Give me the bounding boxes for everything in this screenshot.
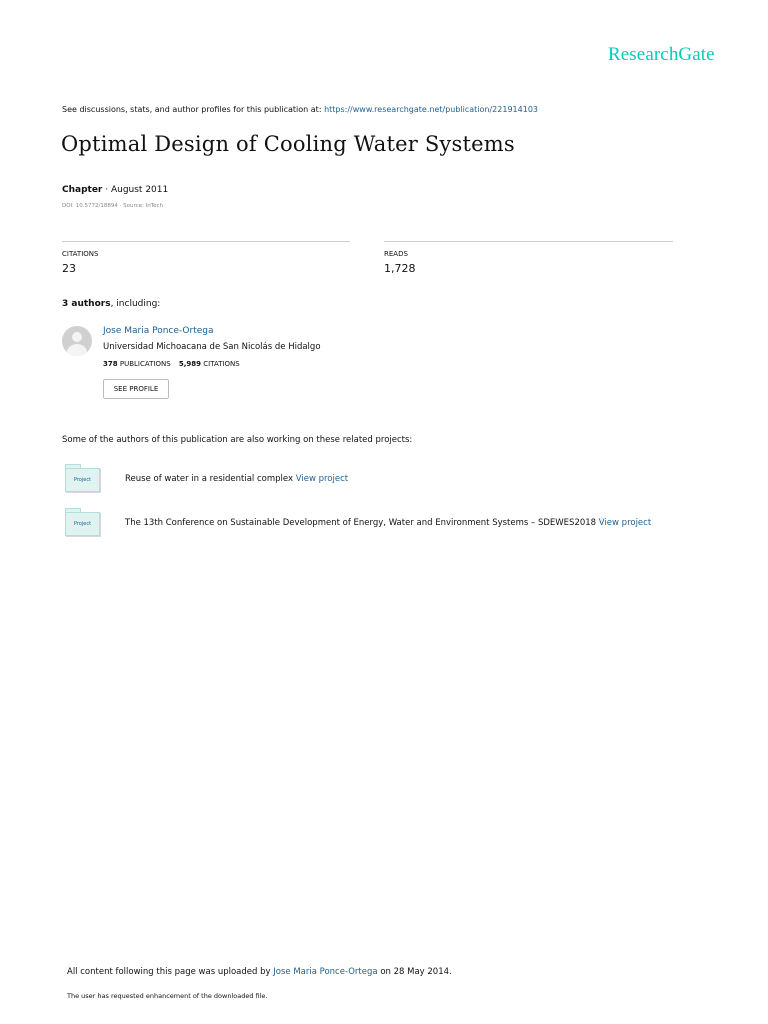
avatar-shoulders: [67, 344, 87, 356]
researchgate-logo[interactable]: ResearchGate: [608, 44, 715, 65]
related-projects-heading: Some of the authors of this publication are also working on these related projects:: [62, 435, 413, 445]
view-project-link[interactable]: View project: [598, 518, 652, 528]
upload-info: [67, 967, 452, 977]
see-profile-button[interactable]: SEE PROFILE: [103, 379, 169, 399]
publication-type: Chapter: [62, 185, 103, 195]
project-folder-icon[interactable]: [64, 508, 100, 536]
avatar-head: [72, 332, 82, 342]
reads-value: 1,728: [384, 262, 416, 275]
author-institution: Universidad Michoacana de San Nicolás de Hidalgo: [103, 342, 321, 352]
upload-suffix: on 28 May 2014.: [380, 967, 452, 977]
reads-stat: [384, 241, 673, 275]
authors-heading: [62, 299, 160, 309]
project-description: [125, 474, 348, 484]
view-project-link[interactable]: View project: [295, 474, 349, 484]
publication-meta: [62, 185, 168, 195]
authors-heading-rest: , including:: [110, 299, 161, 309]
project-description: [125, 518, 651, 528]
citations-value: 23: [62, 262, 76, 275]
avatar-icon[interactable]: [62, 326, 92, 356]
reads-label: READS: [384, 250, 408, 258]
see-discussions-text: See discussions, stats, and author profiles for this publication at:: [62, 105, 322, 114]
author-citations-label: CITATIONS: [203, 360, 240, 368]
project-title: The 13th Conference on Sustainable Development of Energy, Water and Environment Systems – SDEWES2018: [125, 518, 597, 528]
upload-prefix: All content following this page was uploaded by: [67, 967, 271, 977]
enhancement-note: The user has requested enhancement of the downloaded file.: [67, 992, 268, 1000]
author-publications-label: PUBLICATIONS: [119, 360, 171, 368]
project-title: Reuse of water in a residential complex: [125, 474, 294, 484]
citations-stat: [62, 241, 350, 275]
project-folder-icon[interactable]: [64, 464, 100, 492]
author-stats: [103, 360, 240, 368]
author-citations-count: 5,989: [178, 360, 202, 368]
publication-url-link[interactable]: https://www.researchgate.net/publication/221914103: [324, 105, 538, 114]
author-publications-count: 378: [103, 360, 118, 368]
publication-title: Optimal Design of Cooling Water Systems: [61, 132, 515, 156]
project-icon-label: Project: [73, 477, 92, 483]
see-discussions-line: [62, 105, 538, 114]
authors-count: 3 authors: [62, 299, 111, 309]
citations-label: CITATIONS: [62, 250, 99, 258]
project-icon-label: Project: [73, 521, 92, 527]
uploader-link[interactable]: Jose Maria Ponce-Ortega: [273, 967, 378, 977]
publication-date: · August 2011: [102, 185, 169, 195]
author-name-link[interactable]: Jose Maria Ponce-Ortega: [103, 326, 214, 336]
doi-source: DOI: 10.5772/18894 · Source: InTech: [62, 203, 164, 209]
